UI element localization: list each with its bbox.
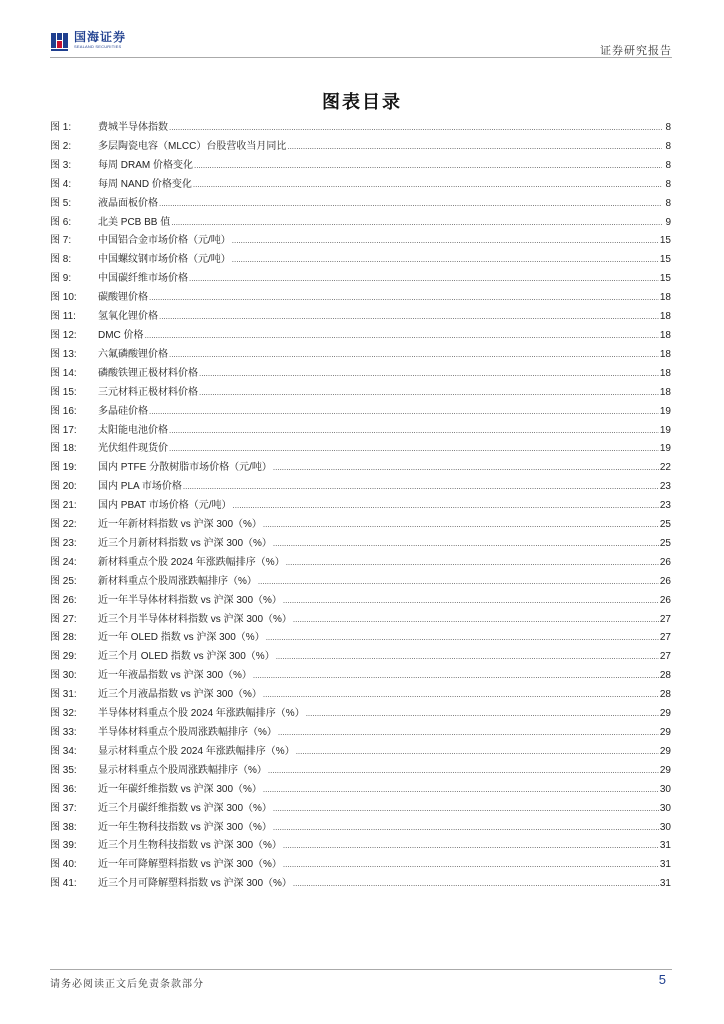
toc-entry-title: 北美 PCB BB 值 xyxy=(98,216,171,228)
toc-entry-title: 近一年生物科技指数 vs 沪深 300（%） xyxy=(98,821,272,833)
toc-entry[interactable] xyxy=(50,308,671,327)
toc-entry[interactable] xyxy=(50,232,671,251)
toc-entry[interactable] xyxy=(50,648,671,667)
toc-entry-label: 图 18: xyxy=(50,443,77,455)
toc-entry-title: 太阳能电池价格 xyxy=(98,424,168,436)
disclaimer-note: 请务必阅读正文后免责条款部分 xyxy=(50,979,204,990)
toc-entry-title: 碳酸锂价格 xyxy=(98,292,148,304)
toc-entry[interactable] xyxy=(50,214,671,233)
toc-entry-label: 图 2: xyxy=(50,140,72,152)
toc-entry-page: 25 xyxy=(659,537,671,549)
logo-chinese-name: 国海证券 xyxy=(74,30,127,44)
toc-entry[interactable] xyxy=(50,119,671,138)
toc-dot-leader xyxy=(273,459,659,478)
toc-entry[interactable] xyxy=(50,365,671,384)
toc-entry[interactable] xyxy=(50,629,671,648)
toc-entry-page: 23 xyxy=(659,481,671,493)
toc-entry-page: 18 xyxy=(659,311,671,323)
toc-entry-title: 近一年 OLED 指数 vs 沪深 300（%） xyxy=(98,632,265,644)
toc-entry[interactable] xyxy=(50,289,671,308)
toc-entry[interactable] xyxy=(50,176,671,195)
toc-dot-leader xyxy=(283,592,659,611)
toc-entry-label: 图 11: xyxy=(50,311,76,323)
toc-entry[interactable] xyxy=(50,762,671,781)
toc-entry-page: 27 xyxy=(659,651,671,663)
toc-dot-leader xyxy=(183,478,659,497)
toc-entry-page: 30 xyxy=(659,783,671,795)
toc-dot-leader xyxy=(189,270,659,289)
page-number: 5 xyxy=(658,972,666,987)
toc-entry-label: 图 6: xyxy=(50,216,72,228)
toc-entry-label: 图 29: xyxy=(50,651,77,663)
toc-dot-leader xyxy=(149,403,659,422)
toc-entry-title: 近三个月液晶指数 vs 沪深 300（%） xyxy=(98,689,262,701)
toc-entry-title: 近一年新材料指数 vs 沪深 300（%） xyxy=(98,519,262,531)
toc-entry-title: 近一年半导体材料指数 vs 沪深 300（%） xyxy=(98,594,282,606)
toc-entry-page: 19 xyxy=(659,443,671,455)
toc-entry-page: 29 xyxy=(659,745,671,757)
toc-dot-leader xyxy=(233,497,659,516)
toc-entry-label: 图 10: xyxy=(50,292,77,304)
toc-entry-title: 磷酸铁锂正极材料价格 xyxy=(98,367,198,379)
toc-entry-page: 18 xyxy=(659,292,671,304)
toc-entry-title: 新材料重点个股 2024 年涨跌幅排序（%） xyxy=(98,556,285,568)
toc-dot-leader xyxy=(232,251,659,270)
toc-dot-leader xyxy=(258,573,659,592)
sealand-logo-icon xyxy=(50,30,70,52)
toc-entry[interactable] xyxy=(50,270,671,289)
toc-dot-leader xyxy=(159,308,659,327)
toc-entry-title: 光伏组件现货价 xyxy=(98,443,168,455)
toc-dot-leader xyxy=(171,214,662,233)
toc-entry-label: 图 37: xyxy=(50,802,77,814)
toc-entry-title: 显示材料重点个股周涨跌幅排序（%） xyxy=(98,764,267,776)
toc-entry-title: 近三个月生物科技指数 vs 沪深 300（%） xyxy=(98,840,282,852)
toc-entry-label: 图 26: xyxy=(50,594,77,606)
toc-entry-page: 8 xyxy=(665,178,671,190)
toc-entry[interactable] xyxy=(50,497,671,516)
toc-entry-title: 多晶硅价格 xyxy=(98,405,148,417)
toc-entry-title: 中国螺纹钢市场价格（元/吨） xyxy=(98,254,231,266)
toc-entry-title: 氢氧化锂价格 xyxy=(98,311,158,323)
toc-entry-title: 半导体材料重点个股 2024 年涨跌幅排序（%） xyxy=(98,708,305,720)
toc-dot-leader xyxy=(263,781,659,800)
toc-entry[interactable] xyxy=(50,251,671,270)
toc-entry-page: 30 xyxy=(659,821,671,833)
toc-entry-title: 国内 PLA 市场价格 xyxy=(98,481,182,493)
toc-entry-page: 31 xyxy=(659,859,671,871)
toc-entry-label: 图 39: xyxy=(50,840,77,852)
toc-entry-title: 近三个月 OLED 指数 vs 沪深 300（%） xyxy=(98,651,275,663)
toc-dot-leader xyxy=(169,440,659,459)
toc-dot-leader xyxy=(169,346,659,365)
toc-dot-leader xyxy=(263,516,659,535)
toc-dot-leader xyxy=(276,648,659,667)
toc-entry[interactable] xyxy=(50,440,671,459)
toc-dot-leader xyxy=(286,554,659,573)
toc-entry-label: 图 17: xyxy=(50,424,77,436)
toc-dot-leader xyxy=(149,289,659,308)
toc-entry-title: 多层陶瓷电容（MLCC）台股营收当月同比 xyxy=(98,140,287,152)
toc-entry-label: 图 32: xyxy=(50,708,77,720)
toc-entry-title: 费城半导体指数 xyxy=(98,122,168,133)
toc-entry-label: 图 14: xyxy=(50,367,77,379)
toc-entry[interactable] xyxy=(50,195,671,214)
toc-entry-label: 图 34: xyxy=(50,745,77,757)
toc-entry-title: DMC 价格 xyxy=(98,329,144,341)
toc-entry-page: 8 xyxy=(665,159,671,171)
toc-entry[interactable] xyxy=(50,384,671,403)
toc-entry[interactable] xyxy=(50,403,671,422)
toc-entry[interactable] xyxy=(50,800,671,819)
toc-entry-title: 中国铝合金市场价格（元/吨） xyxy=(98,235,231,247)
toc-entry-page: 29 xyxy=(659,708,671,720)
toc-entry[interactable] xyxy=(50,667,671,686)
toc-entry-label: 图 3: xyxy=(50,159,72,171)
toc-entry-page: 8 xyxy=(665,197,671,209)
toc-entry-label: 图 36: xyxy=(50,783,77,795)
toc-entry[interactable] xyxy=(50,781,671,800)
toc-entry-title: 半导体材料重点个股周涨跌幅排序（%） xyxy=(98,727,277,738)
toc-entry[interactable] xyxy=(50,837,671,856)
toc-dot-leader xyxy=(273,535,659,554)
toc-entry-title: 近一年碳纤维指数 vs 沪深 300（%） xyxy=(98,783,262,795)
toc-dot-leader xyxy=(273,800,659,819)
toc-entry-label: 图 9: xyxy=(50,273,72,285)
toc-entry[interactable] xyxy=(50,535,671,554)
toc-entry-page: 31 xyxy=(659,878,671,890)
toc-entry-page: 26 xyxy=(659,594,671,606)
toc-dot-leader xyxy=(159,195,662,214)
toc-entry-title: 每周 DRAM 价格变化 xyxy=(98,159,193,171)
toc-entry[interactable] xyxy=(50,819,671,838)
toc-entry-title: 六氟磷酸锂价格 xyxy=(98,348,168,360)
toc-entry[interactable] xyxy=(50,875,671,894)
toc-entry-page: 18 xyxy=(659,367,671,379)
toc-entry[interactable] xyxy=(50,138,671,157)
toc-entry-title: 近三个月碳纤维指数 vs 沪深 300（%） xyxy=(98,802,272,814)
toc-dot-leader xyxy=(263,686,659,705)
toc-entry[interactable] xyxy=(50,327,671,346)
toc-entry[interactable] xyxy=(50,573,671,592)
toc-entry-page: 23 xyxy=(659,500,671,512)
toc-entry-title: 中国碳纤维市场价格 xyxy=(98,273,188,285)
toc-entry-label: 图 21: xyxy=(50,500,77,512)
toc-entry-page: 30 xyxy=(659,802,671,814)
toc-entry-title: 近一年可降解塑料指数 vs 沪深 300（%） xyxy=(98,859,282,871)
toc-entry-label: 图 7: xyxy=(50,235,72,247)
toc-entry-page: 28 xyxy=(659,689,671,701)
toc-entry-label: 图 15: xyxy=(50,386,77,398)
toc-entry-page: 27 xyxy=(659,632,671,644)
toc-entry[interactable] xyxy=(50,478,671,497)
toc-entry-page: 19 xyxy=(659,405,671,417)
toc-dot-leader xyxy=(169,119,662,138)
toc-entry[interactable] xyxy=(50,705,671,724)
toc-entry[interactable] xyxy=(50,592,671,611)
toc-entry[interactable] xyxy=(50,611,671,630)
toc-entry-label: 图 4: xyxy=(50,178,72,190)
toc-entry[interactable] xyxy=(50,346,671,365)
toc-entry[interactable] xyxy=(50,516,671,535)
toc-entry-title: 近三个月半导体材料指数 vs 沪深 300（%） xyxy=(98,613,292,625)
toc-entry[interactable] xyxy=(50,157,671,176)
toc-entry-page: 27 xyxy=(659,613,671,625)
page-header xyxy=(50,30,672,60)
toc-dot-leader xyxy=(306,705,659,724)
toc-entry-label: 图 38: xyxy=(50,821,77,833)
toc-entry-page: 15 xyxy=(659,235,671,247)
toc-entry-page: 26 xyxy=(659,556,671,568)
toc-entry-label: 图 33: xyxy=(50,727,77,738)
toc-dot-leader xyxy=(268,762,659,781)
toc-entry-label: 图 5: xyxy=(50,197,72,209)
toc-dot-leader xyxy=(296,743,659,762)
toc-entry-title: 三元材料正极材料价格 xyxy=(98,386,198,398)
toc-entry[interactable] xyxy=(50,554,671,573)
toc-entry-title: 近三个月可降解塑料指数 vs 沪深 300（%） xyxy=(98,878,292,890)
toc-entry-label: 图 1: xyxy=(50,122,72,133)
toc-entry-label: 图 25: xyxy=(50,575,77,587)
toc-entry-title: 国内 PTFE 分散树脂市场价格（元/吨） xyxy=(98,462,272,474)
company-logo xyxy=(50,30,126,56)
report-type-label: 证券研究报告 xyxy=(600,44,672,57)
toc-entry-label: 图 16: xyxy=(50,405,77,417)
page-title: 图表目录 xyxy=(322,92,402,113)
toc-entry-title: 国内 PBAT 市场价格（元/吨） xyxy=(98,500,232,512)
toc-dot-leader xyxy=(273,819,659,838)
toc-entry-page: 19 xyxy=(659,424,671,436)
toc-entry-page: 9 xyxy=(665,216,671,228)
toc-entry-label: 图 12: xyxy=(50,329,77,341)
toc-entry-page: 8 xyxy=(665,122,671,133)
table-of-figures xyxy=(50,119,671,894)
toc-entry-title: 近三个月新材料指数 vs 沪深 300（%） xyxy=(98,537,272,549)
toc-entry-page: 18 xyxy=(659,348,671,360)
toc-entry-page: 31 xyxy=(659,840,671,852)
toc-entry-page: 22 xyxy=(659,462,671,474)
toc-entry-page: 8 xyxy=(665,140,671,152)
toc-entry-title: 每周 NAND 价格变化 xyxy=(98,178,192,190)
toc-entry-title: 显示材料重点个股 2024 年涨跌幅排序（%） xyxy=(98,745,295,757)
toc-entry-page: 15 xyxy=(659,254,671,266)
toc-entry-label: 图 35: xyxy=(50,764,77,776)
toc-entry-page: 18 xyxy=(659,386,671,398)
toc-dot-leader xyxy=(193,176,662,195)
toc-entry-label: 图 41: xyxy=(50,878,77,890)
toc-entry-page: 15 xyxy=(659,273,671,285)
toc-dot-leader xyxy=(199,365,659,384)
toc-entry[interactable] xyxy=(50,459,671,478)
toc-dot-leader xyxy=(253,667,659,686)
toc-entry[interactable] xyxy=(50,856,671,875)
footer-divider xyxy=(50,969,672,970)
toc-entry-title: 液晶面板价格 xyxy=(98,197,158,209)
toc-entry-label: 图 40: xyxy=(50,859,77,871)
toc-entry-label: 图 13: xyxy=(50,348,77,360)
toc-entry[interactable] xyxy=(50,724,671,743)
toc-dot-leader xyxy=(283,837,659,856)
toc-dot-leader xyxy=(278,724,659,743)
toc-dot-leader xyxy=(283,856,659,875)
toc-dot-leader xyxy=(293,875,659,894)
toc-dot-leader xyxy=(287,138,662,157)
toc-entry-title: 新材料重点个股周涨跌幅排序（%） xyxy=(98,575,257,587)
toc-entry-page: 18 xyxy=(659,329,671,341)
toc-entry[interactable] xyxy=(50,686,671,705)
toc-entry[interactable] xyxy=(50,743,671,762)
toc-entry-label: 图 20: xyxy=(50,481,77,493)
toc-entry-page: 29 xyxy=(659,764,671,776)
toc-entry-title: 近一年液晶指数 vs 沪深 300（%） xyxy=(98,670,252,682)
toc-dot-leader xyxy=(232,232,659,251)
toc-entry-page: 25 xyxy=(659,519,671,531)
toc-entry-label: 图 23: xyxy=(50,537,77,549)
toc-entry-page: 29 xyxy=(659,727,671,738)
toc-entry-label: 图 22: xyxy=(50,519,77,531)
toc-entry-label: 图 8: xyxy=(50,254,72,266)
toc-entry-label: 图 27: xyxy=(50,613,77,625)
toc-entry-label: 图 30: xyxy=(50,670,77,682)
toc-entry-label: 图 28: xyxy=(50,632,77,644)
toc-entry[interactable] xyxy=(50,422,671,441)
header-divider xyxy=(50,57,672,58)
toc-dot-leader xyxy=(145,327,659,346)
toc-entry-label: 图 31: xyxy=(50,689,77,701)
toc-entry-label: 图 24: xyxy=(50,556,77,568)
toc-dot-leader xyxy=(266,629,659,648)
toc-dot-leader xyxy=(194,157,662,176)
toc-dot-leader xyxy=(169,422,659,441)
toc-entry-page: 28 xyxy=(659,670,671,682)
toc-entry-page: 26 xyxy=(659,575,671,587)
toc-dot-leader xyxy=(199,384,659,403)
toc-dot-leader xyxy=(293,611,659,630)
logo-english-name: SEALAND SECURITIES xyxy=(74,44,122,49)
toc-entry-label: 图 19: xyxy=(50,462,77,474)
